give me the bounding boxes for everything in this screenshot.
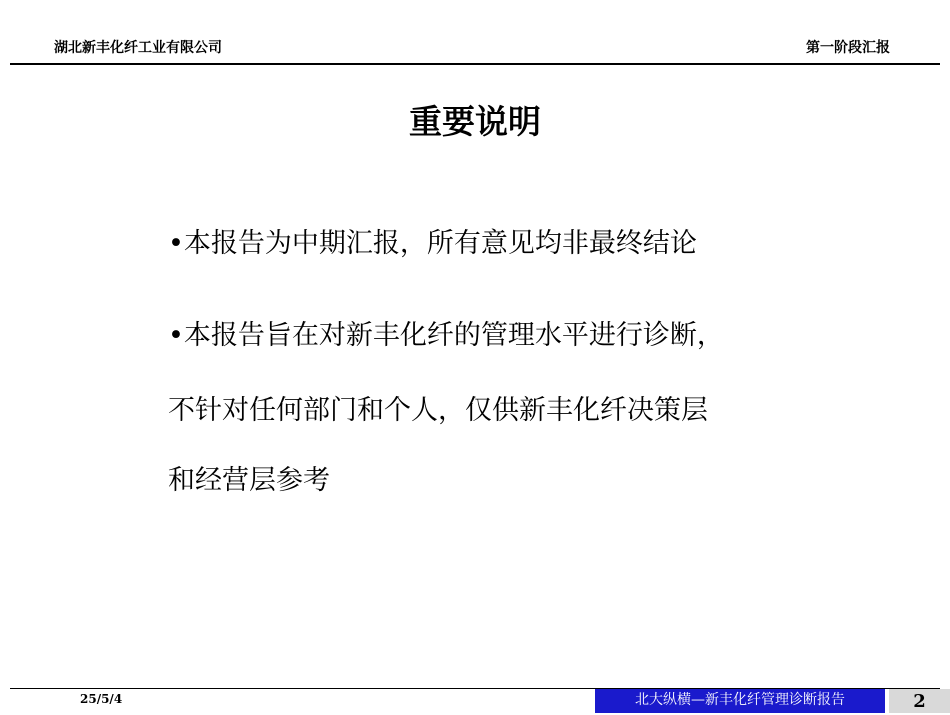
header-stage-label: 第一阶段汇报	[806, 40, 890, 56]
content-line-1: •本报告为中期汇报，所有意见均非最终结论	[168, 228, 697, 259]
content-line-4: 和经营层参考	[168, 465, 330, 496]
page-title: 重要说明	[409, 102, 541, 141]
footer-date: 25/5/4	[80, 692, 123, 706]
content-line-3: 不针对任何部门和个人，仅供新丰化纤决策层	[168, 395, 708, 426]
footer-report-name: 北大纵横—新丰化纤管理诊断报告	[595, 689, 885, 713]
header-divider	[10, 63, 940, 65]
header-company-name: 湖北新丰化纤工业有限公司	[54, 40, 222, 56]
page-number: 2	[889, 689, 950, 713]
content-line-2: •本报告旨在对新丰化纤的管理水平进行诊断，	[168, 320, 724, 351]
